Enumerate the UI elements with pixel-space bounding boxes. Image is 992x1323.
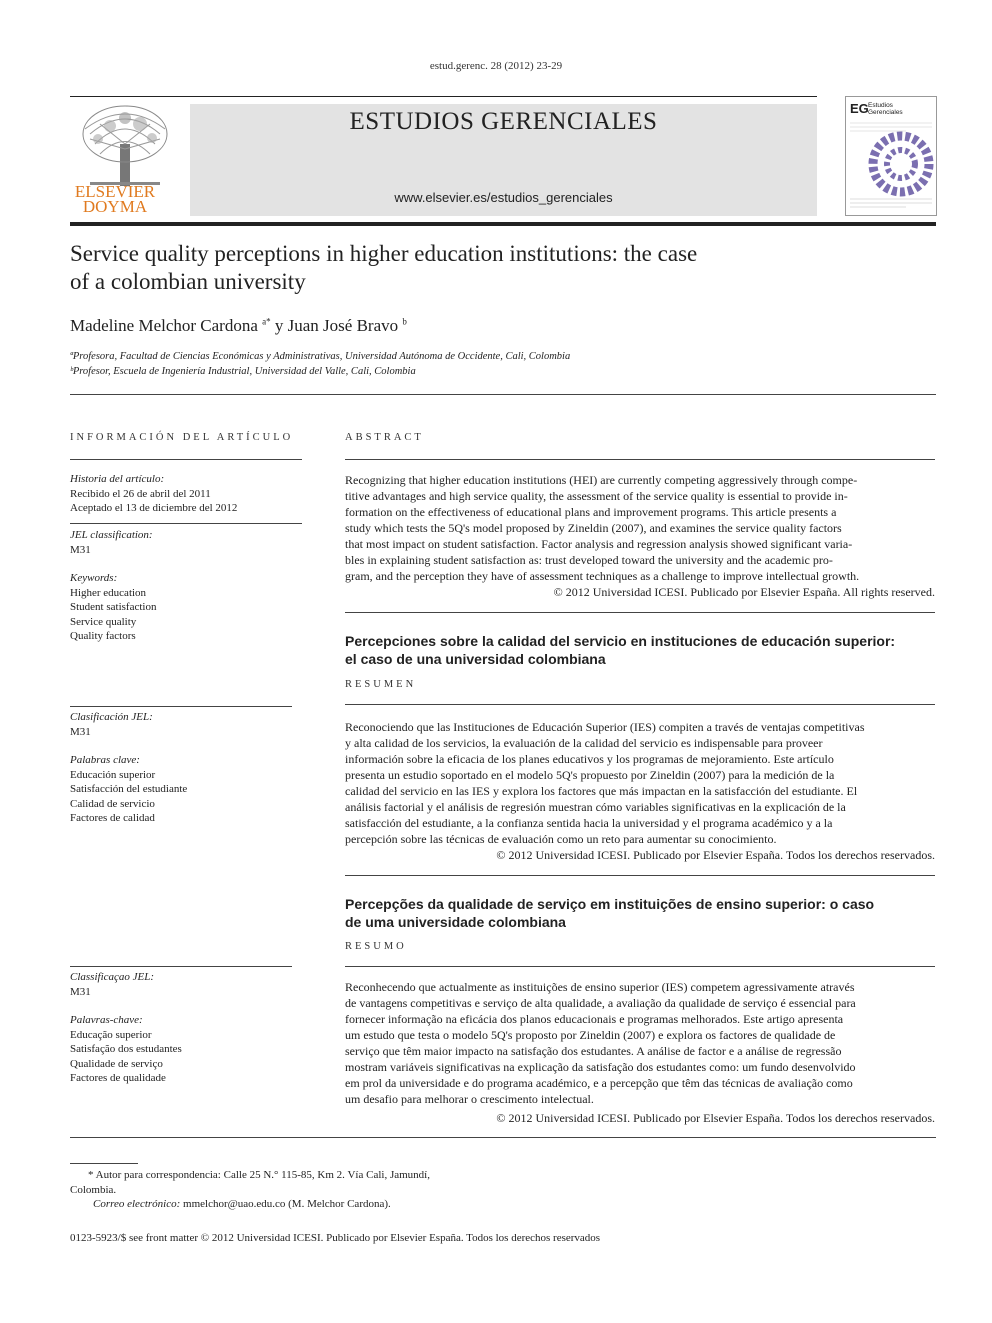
keyword: Higher education <box>70 586 147 599</box>
publisher-wordmark: ELSEVIER DOYMA <box>74 182 156 216</box>
divider <box>70 459 302 460</box>
resumo-text: Reconhecendo que actualmente as instituições de ensino superior (IES) competem agressivamente através de vantagens competitivas e serviço de alta qualidade, a avaliação da qualidade de serviço é essencial para fornecer informação na eficácia dos planos educacionais e programas melhorados. Este artigo apresenta um estudo que testa o modelo 5Q's proposto por Zineldin (2007) e explora os factores de qualidade de serviço que têm maior impacto na satisfação dos estudantes. A análise de factor e a análise de regressão mostram variáveis significativas na explicação da satisfação dos estudantes como: um fundo desenvolvido em prol da universidade e do programa académico, e a percepção que têm das técnicas de avaliação como um desafio para melhorar o crescimento intelectual. <box>345 980 856 1106</box>
divider <box>70 394 936 395</box>
divider <box>70 966 292 967</box>
author-list: Madeline Melchor Cardona $^{a*}$ y Juan José Bravo $^b$ <box>70 316 407 335</box>
journal-url-link[interactable]: www.elsevier.es/estudios_gerenciales <box>394 190 613 205</box>
keywords-es: Palabras clave: Educación superior Satisfacción del estudiante Calidad de servicio Factores de calidad <box>70 754 188 824</box>
author-sup: a* <box>262 316 271 327</box>
keyword: Satisfacción del estudiante <box>70 783 188 795</box>
keyword: Calidad de servicio <box>70 797 155 810</box>
keyword: Satisfação dos estudantes <box>70 1043 182 1055</box>
keyword: Student satisfaction <box>70 601 157 613</box>
article-history: Historia del artículo: Recibido el 26 de abril del 2011 Aceptado el 13 de diciembre del 2012 <box>70 473 238 514</box>
article-title: Service quality perceptions in higher education institutions: the case of a colombian university <box>70 241 698 294</box>
keywords-en: Keywords: Higher education Student satisfaction Service quality Quality factors <box>70 572 157 642</box>
resumo-copyright: © 2012 Universidad ICESI. Publicado por Elsevier España. Todos los derechos reservados. <box>496 1111 935 1125</box>
cover-abbrev: EG <box>850 101 869 116</box>
divider <box>70 523 302 524</box>
keyword: Qualidade de serviço <box>70 1057 163 1070</box>
article-info-heading: INFORMACIÓN DEL ARTÍCULO <box>70 432 294 443</box>
email-link[interactable]: mmelchor@uao.edu.co (M. Melchor Cardona). <box>180 1198 391 1210</box>
author-name[interactable]: Juan José Bravo <box>287 316 399 335</box>
author-name[interactable]: Madeline Melchor Cardona <box>70 316 258 335</box>
spanish-title: Percepciones sobre la calidad del servicio en instituciones de educación superior: el caso de una universidad colombiana <box>345 633 896 667</box>
author-sup: b <box>402 316 407 327</box>
abstract-text: Recognizing that higher education institutions (HEI) are currently competing aggressively through compe- titive advantages and high service quality, the assessment of the service quality is essential to provide in- formation on the effectiveness of educational plans and improvement programs. This article presents a study which tests the 5Q's model proposed by Zineldin (2007), and examines the service quality factors that most impact on student satisfaction. Factor analysis and regression analysis showed significant varia- bles in explaining student satisfaction as: trust developed toward the university and the academic pro- gram, and the perception they have of assessment techniques as a challenge to improve intellectual growth. <box>345 473 860 583</box>
divider <box>70 706 292 707</box>
keyword: Quality factors <box>70 630 136 642</box>
portuguese-title: Percepções da qualidade de serviço em instituições de ensino superior: o caso de uma universidade colombiana <box>345 896 875 930</box>
divider <box>70 1137 936 1138</box>
keyword: Educación superior <box>70 768 156 781</box>
issn-line: 0123-5923/$ see front matter © 2012 Universidad ICESI. Publicado por Elsevier España. Todos los derechos reservados <box>70 1232 601 1244</box>
correspondence-footnote: * Autor para correspondencia: Calle 25 N.° 115-85, Km 2. Vía Cali, Jamundí, Colombia. <box>70 1169 430 1196</box>
elsevier-logo <box>70 104 185 216</box>
journal-citation: estud.gerenc. 28 (2012) 23-29 <box>429 60 563 72</box>
resumen-copyright: © 2012 Universidad ICESI. Publicado por Elsevier España. Todos los derechos reservados. <box>496 848 935 862</box>
jel-classification-es: Clasificación JEL: M31 <box>70 711 153 738</box>
keyword: Factores de calidad <box>70 812 155 824</box>
resumen-text: Reconociendo que las Instituciones de Educación Superior (IES) compiten a través de ventajas competitivas y alta calidad de los servicios, la evaluación de la calidad del servicio es indispensable para proveer información sobre la eficacia de los planes educativos y los programas de mejoramiento. Este artículo presenta un estudio soportado en el modelo 5Q's propuesto por Zineldin (2007) para la medición de la calidad del servicio en las IES y explora los factores que más impactan en la satisfacción del estudiante. El análisis factorial y el análisis de regresión muestran cómo variables significativas en la explicación de la satisfacción del estudiante, a la confianza sentida hacia la universidad y el programa académico y a la percepción sobre las técnicas de evaluación como un reto para aumentar su conocimiento. <box>345 720 865 846</box>
jel-classification-en: JEL classification: M31 <box>70 529 153 556</box>
cover-gear-emblem-icon <box>846 119 936 215</box>
masthead-rule <box>70 222 936 226</box>
masthead-top-rule <box>70 96 817 97</box>
keyword: Factores de qualidade <box>70 1072 166 1084</box>
affiliation-b: ᵇProfesor, Escuela de Ingeniería Industrial, Universidad del Valle, Cali, Colombia <box>70 366 416 377</box>
email-footnote: Correo electrónico: mmelchor@uao.edu.co (M. Melchor Cardona). <box>93 1198 391 1210</box>
footnote-rule <box>70 1163 138 1164</box>
affiliation-a: ªProfesora, Facultad de Ciencias Económicas y Administrativas, Universidad Autónoma de Occidente, Cali, Colombia <box>70 351 571 362</box>
keyword: Educação superior <box>70 1028 152 1041</box>
divider <box>345 612 935 613</box>
journal-title: ESTUDIOS GERENCIALES <box>349 108 658 135</box>
keyword: Service quality <box>70 615 137 628</box>
abstract-heading: ABSTRACT <box>345 432 424 443</box>
keywords-pt: Palavras-chave: Educação superior Satisfação dos estudantes Qualidade de serviço Factores de qualidade <box>70 1014 182 1084</box>
divider <box>345 875 935 876</box>
divider <box>345 459 935 460</box>
journal-cover-thumbnail <box>845 96 937 216</box>
divider <box>345 966 935 967</box>
cover-journal-name: Estudios Gerenciales <box>868 102 903 116</box>
divider <box>345 704 935 705</box>
jel-classification-pt: Classificaçao JEL: M31 <box>70 971 155 998</box>
abstract-copyright: © 2012 Universidad ICESI. Publicado por Elsevier España. All rights reserved. <box>553 585 935 599</box>
resumen-heading: RESUMEN <box>345 679 417 690</box>
resumo-heading: RESUMO <box>345 941 407 952</box>
